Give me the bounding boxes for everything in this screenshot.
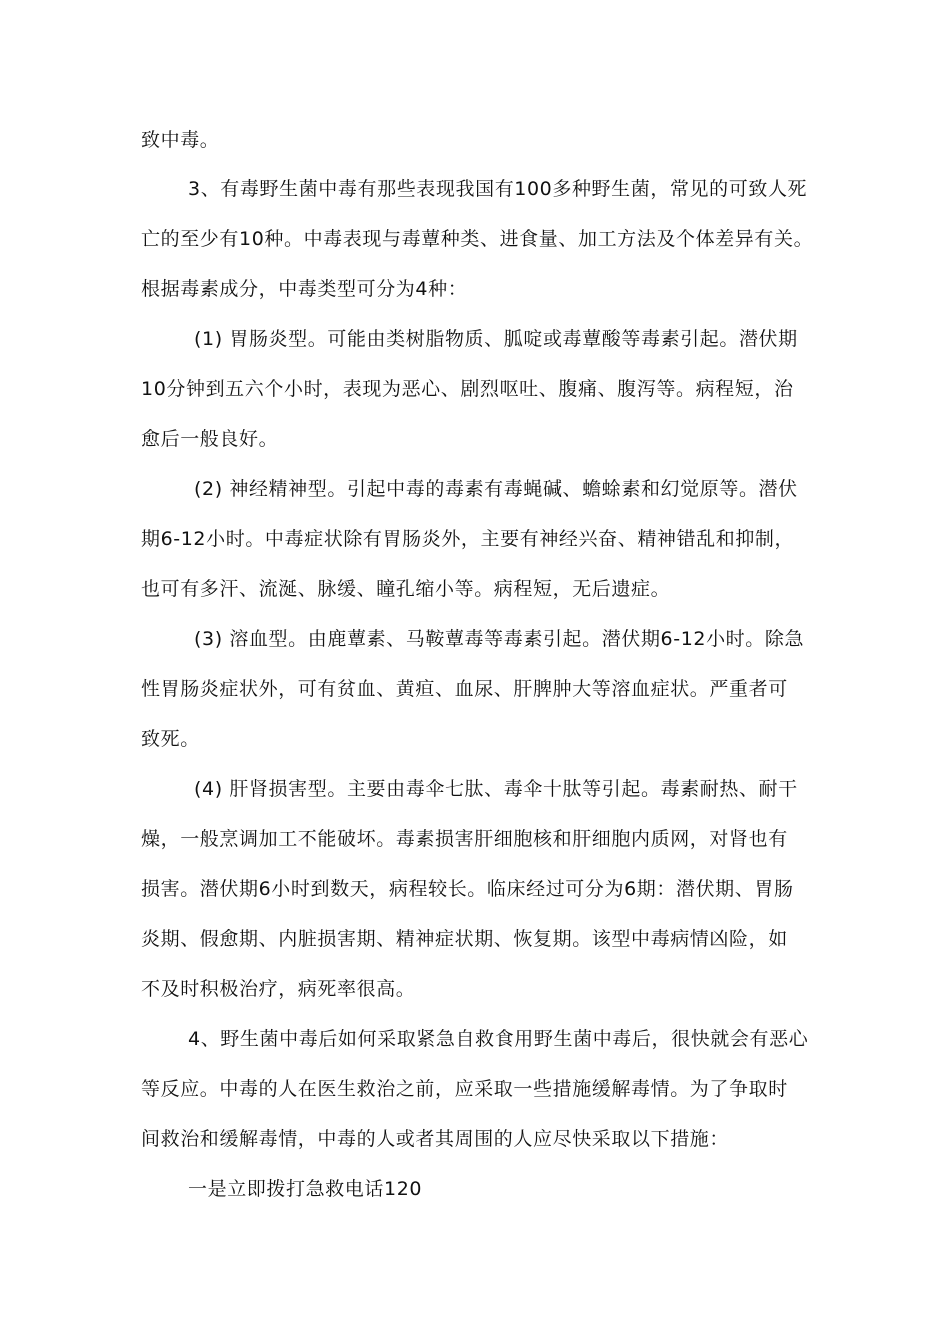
text-line: 炎期、假愈期、内脏损害期、精神症状期、恢复期。该型中毒病情凶险，如 [141, 928, 788, 950]
item-2-line: (2) 神经精神型。引起中毒的毒素有毒蝇碱、蟾蜍素和幻觉原等。潜伏 [194, 478, 798, 500]
text-line: 愈后一般良好。 [141, 428, 279, 450]
measure-1-line: 一是立即拨打急救电话120 [188, 1178, 423, 1200]
text-line: 亡的至少有10种。中毒表现与毒蕈种类、进食量、加工方法及个体差异有关。 [141, 228, 814, 250]
section-3-heading-line: 3、有毒野生菌中毒有那些表现我国有100多种野生菌，常见的可致人死 [188, 178, 808, 200]
text-line: 致中毒。 [141, 129, 220, 151]
text-line: 不及时积极治疗，病死率很高。 [141, 978, 416, 1000]
section-4-heading-line: 4、野生菌中毒后如何采取紧急自救食用野生菌中毒后，很快就会有恶心 [188, 1028, 809, 1050]
item-4-line: (4) 肝肾损害型。主要由毒伞七肽、毒伞十肽等引起。毒素耐热、耐干 [194, 778, 798, 800]
text-line: 间救治和缓解毒情，中毒的人或者其周围的人应尽快采取以下措施： [141, 1128, 730, 1150]
text-line: 10分钟到五六个小时，表现为恶心、剧烈呕吐、腹痛、腹泻等。病程短，治 [141, 378, 794, 400]
item-1-line: (1) 胃肠炎型。可能由类树脂物质、胍啶或毒蕈酸等毒素引起。潜伏期 [194, 328, 798, 350]
text-line: 损害。潜伏期6小时到数天，病程较长。临床经过可分为6期：潜伏期、胃肠 [141, 878, 794, 900]
text-line: 根据毒素成分，中毒类型可分为4种： [141, 278, 468, 300]
text-line: 期6-12小时。中毒症状除有胃肠炎外，主要有神经兴奋、精神错乱和抑制， [141, 528, 795, 550]
text-line: 等反应。中毒的人在医生救治之前，应采取一些措施缓解毒情。为了争取时 [141, 1078, 788, 1100]
text-line: 致死。 [141, 728, 200, 750]
item-3-line: (3) 溶血型。由鹿蕈素、马鞍蕈毒等毒素引起。潜伏期6-12小时。除急 [194, 628, 805, 650]
text-line: 燥，一般烹调加工不能破坏。毒素损害肝细胞核和肝细胞内质网，对肾也有 [141, 828, 788, 850]
text-line: 性胃肠炎症状外，可有贫血、黄疸、血尿、肝脾肿大等溶血症状。严重者可 [141, 678, 788, 700]
text-line: 也可有多汗、流涎、脉缓、瞳孔缩小等。病程短，无后遗症。 [141, 578, 671, 600]
